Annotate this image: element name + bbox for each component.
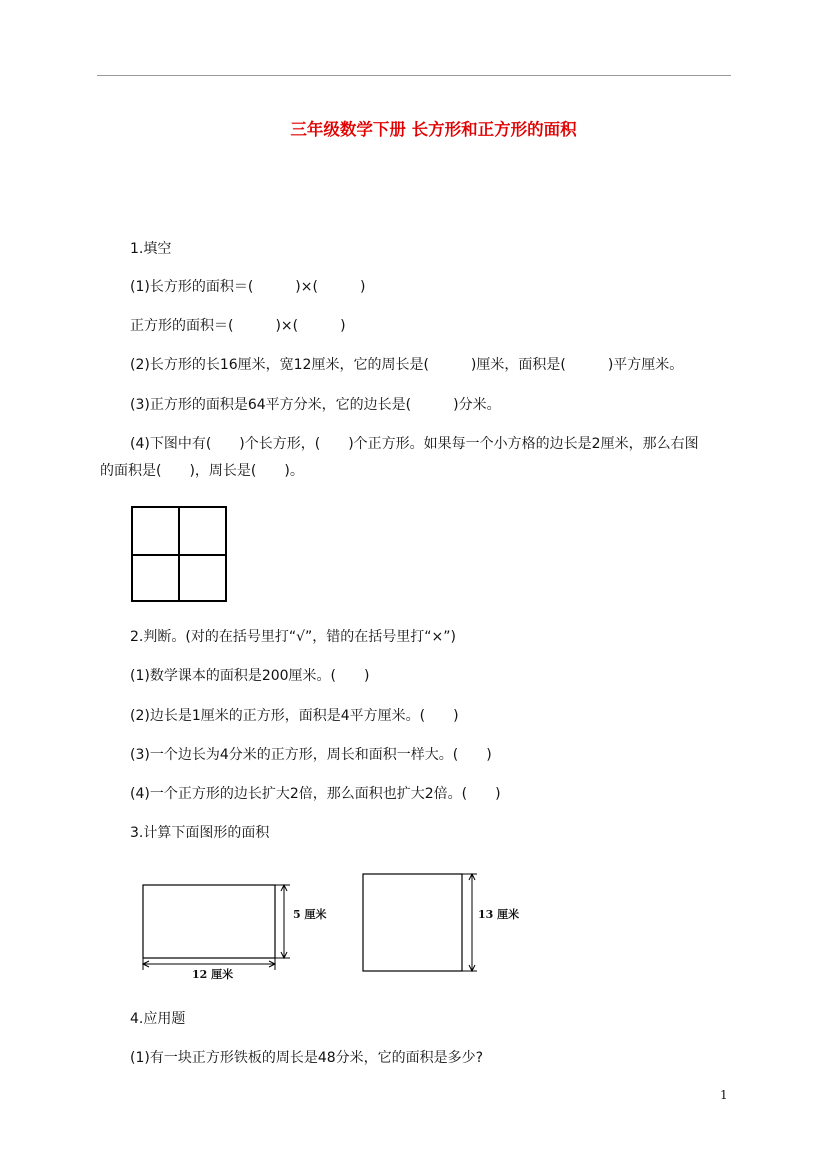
rect-height-label: 5 厘米 [293,908,327,921]
header-rule [97,75,731,76]
q1-item: (2)长方形的长16厘米，宽12厘米，它的周长是( )厘米，面积是( )平方厘米。 [130,357,684,373]
q1-heading: 1.填空 [130,241,172,257]
square-figure [360,868,485,978]
rectangle-figure [140,878,300,978]
q2-item: (4)一个正方形的边长扩大2倍，那么面积也扩大2倍。( ) [130,786,501,802]
q2-item: (1)数学课本的面积是200厘米。( ) [130,668,370,684]
grid-figure [130,505,230,605]
page-number: 1 [720,1088,728,1102]
q1-item: 正方形的面积＝( )×( ) [130,318,346,334]
q3-heading: 3.计算下面图形的面积 [130,825,270,841]
q1-item: (4)下图中有( )个长方形，( )个正方形。如果每一个小方格的边长是2厘米，那么右图 [130,436,699,452]
square-side-label: 13 厘米 [478,908,520,921]
q2-item: (3)一个边长为4分米的正方形，周长和面积一样大。( ) [130,747,492,763]
q4-heading: 4.应用题 [130,1011,186,1027]
q2-item: (2)边长是1厘米的正方形，面积是4平方厘米。( ) [130,708,459,724]
q1-item: (3)正方形的面积是64平方分米，它的边长是( )分米。 [130,397,501,413]
rect-width-label: 12 厘米 [192,968,234,981]
page-title: 三年级数学下册 长方形和正方形的面积 [290,120,577,139]
q4-item: (1)有一块正方形铁板的周长是48分米，它的面积是多少? [130,1050,484,1066]
q2-heading: 2.判断。(对的在括号里打“√”，错的在括号里打“×”) [130,629,456,645]
q1-item: (1)长方形的面积＝( )×( ) [130,279,366,295]
q1-item: 的面积是( )，周长是( )。 [100,463,304,479]
